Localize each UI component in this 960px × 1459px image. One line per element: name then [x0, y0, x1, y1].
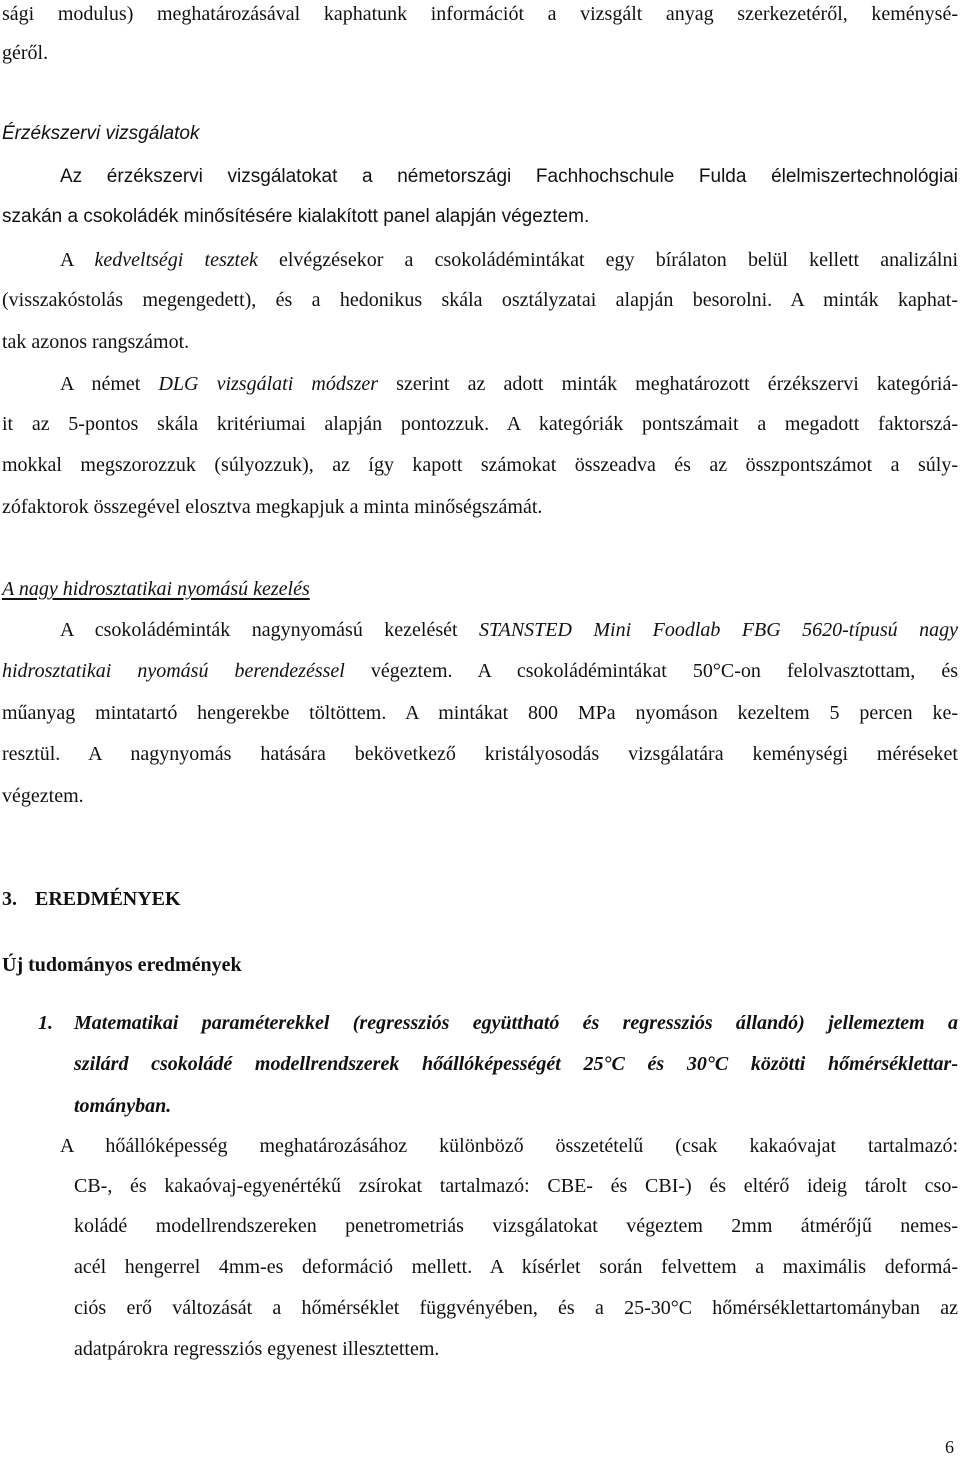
result-item-line-1: Matematikai paraméterekkel (regressziós együttható és regressziós állandó) jellemeztem a	[74, 1012, 958, 1034]
page-number: 6	[945, 1437, 954, 1457]
result-body-line-6: adatpárokra regressziós egyenest illesztettem.	[74, 1338, 440, 1360]
sensory-p1-line-2: szakán a csokoládék minősítésére kialakított panel alapján végeztem.	[2, 206, 590, 227]
sensory-p2-line-1: A kedveltségi tesztek elvégzésekor a csokoládémintákat egy bírálaton belül kellett analizálni	[60, 249, 958, 271]
result-item-number: 1.	[38, 1012, 53, 1034]
sensory-p3-line-1: A német DLG vizsgálati módszer szerint az adott minták meghatározott érzékszervi kategóriá-	[60, 373, 958, 395]
result-item-line-3: tományban.	[74, 1095, 172, 1117]
sensory-p1-line-1: Az érzékszervi vizsgálatokat a németországi Fachhochschule Fulda élelmiszertechnológiai	[60, 166, 958, 187]
result-item-line-2: szilárd csokoládé modellrendszerek hőállóképességét 25°C és 30°C közötti hőmérséklettar-	[74, 1053, 958, 1075]
hhp-line-3: műanyag mintatartó hengerekbe töltöttem. A mintákat 800 MPa nyomáson kezeltem 5 percen ke-	[2, 702, 958, 724]
result-body-line-1: A hőállóképesség meghatározásához különböző összetételű (csak kakaóvajat tartalmazó:	[60, 1135, 958, 1157]
sensory-p2-line-3: tak azonos rangszámot.	[2, 331, 190, 353]
result-body-line-4: acél hengerrel 4mm-es deformáció mellett. A kísérlet során felvettem a maximális deformá-	[74, 1256, 958, 1278]
result-body-line-2: CB-, és kakaóvaj-egyenértékű zsírokat tartalmazó: CBE- és CBI-) és eltérő ideig tárolt cso-	[74, 1175, 958, 1197]
section-heading-sensory: Érzékszervi vizsgálatok	[2, 123, 200, 144]
section-heading-hhp: A nagy hidrosztatikai nyomású kezelés	[2, 578, 310, 600]
intro-line-1: sági modulus) meghatározásával kaphatunk információt a vizsgált anyag szerkezetéről, keménysé-	[2, 3, 958, 25]
result-body-line-3: koládé modellrendszereken penetrometriás vizsgálatokat végeztem 2mm átmérőjű nemes-	[74, 1215, 958, 1237]
hhp-line-1: A csokoládéminták nagynyomású kezelését STANSTED Mini Foodlab FBG 5620-típusú nagy	[60, 619, 958, 641]
intro-line-2: géről.	[2, 42, 49, 64]
subheading-new-results: Új tudományos eredmények	[2, 954, 242, 976]
result-body-line-5: ciós erő változását a hőmérséklet függvényében, és a 25-30°C hőmérséklettartományban az	[74, 1297, 958, 1319]
hhp-line-4: resztül. A nagynyomás hatására bekövetkező kristályosodás vizsgálatára keménységi méréseket	[2, 743, 958, 765]
sensory-p3-line-4: zófaktorok összegével elosztva megkapjuk a minta minőségszámát.	[2, 496, 543, 518]
sensory-p3-line-2: it az 5-pontos skála kritériumai alapján pontozzuk. A kategóriák pontszámait a megadott faktorszá-	[2, 413, 958, 435]
sensory-p3-line-3: mokkal megszorozzuk (súlyozzuk), az így kapott számokat összeadva és az összpontszámot a súly-	[2, 454, 958, 476]
section-heading-results: 3. EREDMÉNYEK	[2, 888, 181, 910]
hhp-line-5: végeztem.	[2, 785, 84, 807]
hhp-line-2: hidrosztatikai nyomású berendezéssel végeztem. A csokoládémintákat 50°C-on felolvasztottam, és	[2, 660, 958, 682]
sensory-p2-line-2: (visszakóstolás megengedett), és a hedonikus skála osztályzatai alapján besorolni. A minták kaphat-	[2, 289, 958, 311]
